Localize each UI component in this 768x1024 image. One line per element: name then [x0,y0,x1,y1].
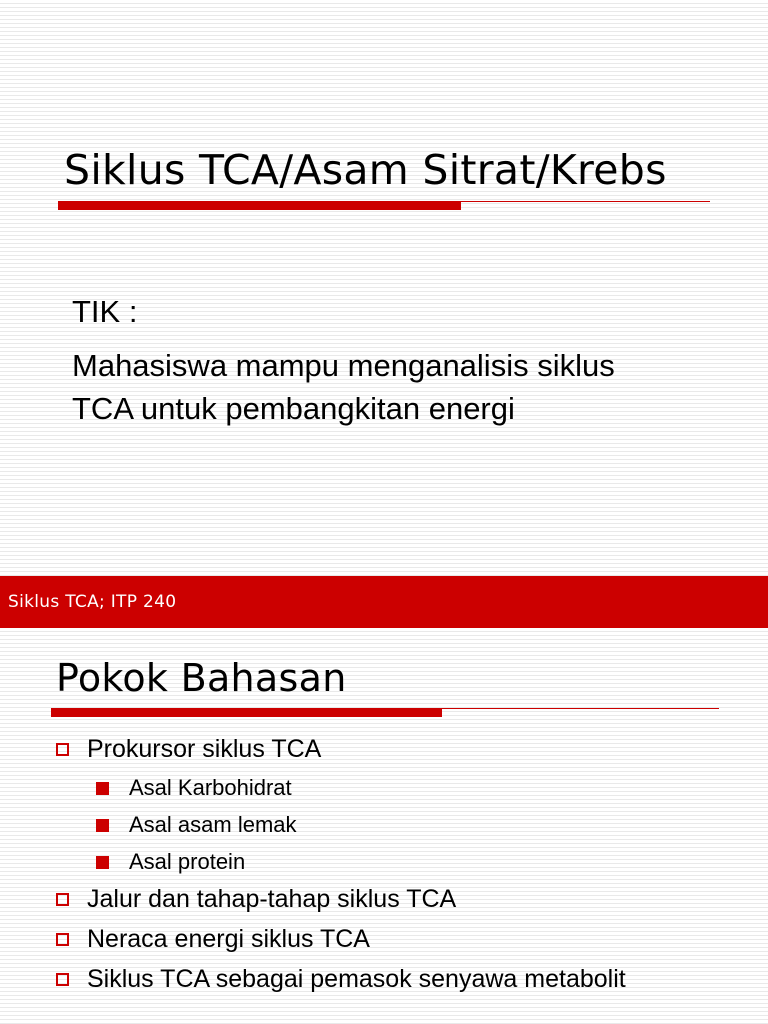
list-item-text: Prokursor siklus TCA [87,735,322,763]
list-item-text: Neraca energi siklus TCA [87,925,370,953]
filled-square-bullet-icon [96,819,109,832]
list-item [56,885,456,914]
list-item [56,735,321,764]
list-item [96,775,292,801]
list-item [56,965,626,994]
slide-footer-bar [0,576,768,628]
tik-objective [72,344,712,430]
hollow-square-bullet-icon [56,743,69,756]
title-underline-thick [51,709,442,717]
list-item-text: Asal protein [129,849,246,874]
list-item [56,925,370,954]
title-underline-thick [58,202,461,210]
slide-footer-text: Siklus TCA; ITP 240 [8,592,177,612]
hollow-square-bullet-icon [56,973,69,986]
list-item-text: Siklus TCA sebagai pemasok senyawa metabolit [87,965,626,993]
list-item-text: Asal Karbohidrat [129,775,292,800]
slide-2-title: Pokok Bahasan [56,656,347,700]
tik-objective-line-1: Mahasiswa mampu menganalisis siklus [72,348,615,383]
slide-1-title: Siklus TCA/Asam Sitrat/Krebs [64,146,667,194]
list-item [96,849,245,875]
list-item-text: Asal asam lemak [129,812,297,837]
filled-square-bullet-icon [96,856,109,869]
slide-2 [0,628,768,1024]
hollow-square-bullet-icon [56,893,69,906]
tik-objective-line-2: TCA untuk pembangkitan energi [72,391,515,426]
list-item [96,812,297,838]
tik-heading: TIK : [72,294,138,329]
hollow-square-bullet-icon [56,933,69,946]
filled-square-bullet-icon [96,782,109,795]
list-item-text: Jalur dan tahap-tahap siklus TCA [87,885,457,913]
